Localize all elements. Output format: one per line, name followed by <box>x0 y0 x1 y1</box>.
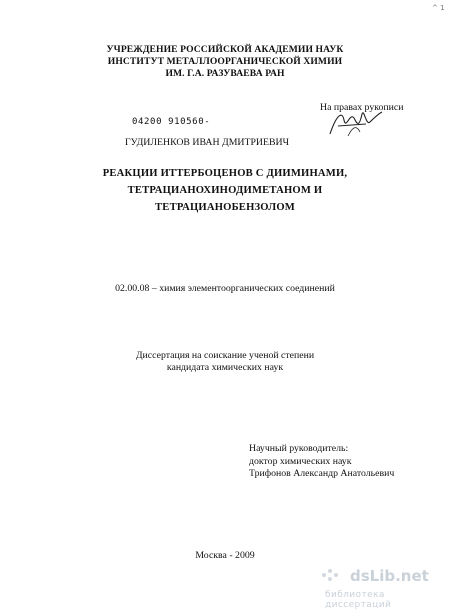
signature-icon <box>326 106 384 140</box>
watermark-subtitle: библиотека диссертаций <box>325 590 392 610</box>
institution-line-1: УЧРЕЖДЕНИЕ РОССИЙСКОЙ АКАДЕМИИ НАУК <box>106 44 344 55</box>
manuscript-note: На правах рукописи <box>320 102 404 113</box>
specialty: 02.00.08 – химия элементоорганических соединений <box>115 283 335 294</box>
watermark-brand: dsLib.net <box>350 567 429 585</box>
stamp-number: 04200 910560- <box>132 117 211 127</box>
degree-line-1: Диссертация на соискание ученой степени <box>135 350 315 361</box>
place-year: Москва - 2009 <box>195 550 255 561</box>
supervisor-name: Трифонов Александр Анатольевич <box>249 468 395 479</box>
supervisor-label: Научный руководитель: <box>249 443 349 454</box>
supervisor-title: доктор химических наук <box>249 456 352 467</box>
thesis-title-line-3: ТЕТРАЦИАНОБЕНЗОЛОМ <box>155 202 295 213</box>
corner-mark: ^ 1 <box>432 4 445 12</box>
institution-line-3: ИМ. Г.А. РАЗУВАЕВА РАН <box>165 68 285 79</box>
institution-line-2: ИНСТИТУТ МЕТАЛЛООРГАНИЧЕСКОЙ ХИМИИ <box>107 56 343 67</box>
watermark-dots-icon <box>322 569 342 589</box>
thesis-title-line-1: РЕАКЦИИ ИТТЕРБОЦЕНОВ С ДИИМИНАМИ, <box>102 168 348 179</box>
author-name: ГУДИЛЕНКОВ ИВАН ДМИТРИЕВИЧ <box>125 137 289 148</box>
degree-line-2: кандидата химических наук <box>166 362 284 373</box>
thesis-title-line-2: ТЕТРАЦИАНОХИНОДИМЕТАНОМ И <box>127 185 323 196</box>
